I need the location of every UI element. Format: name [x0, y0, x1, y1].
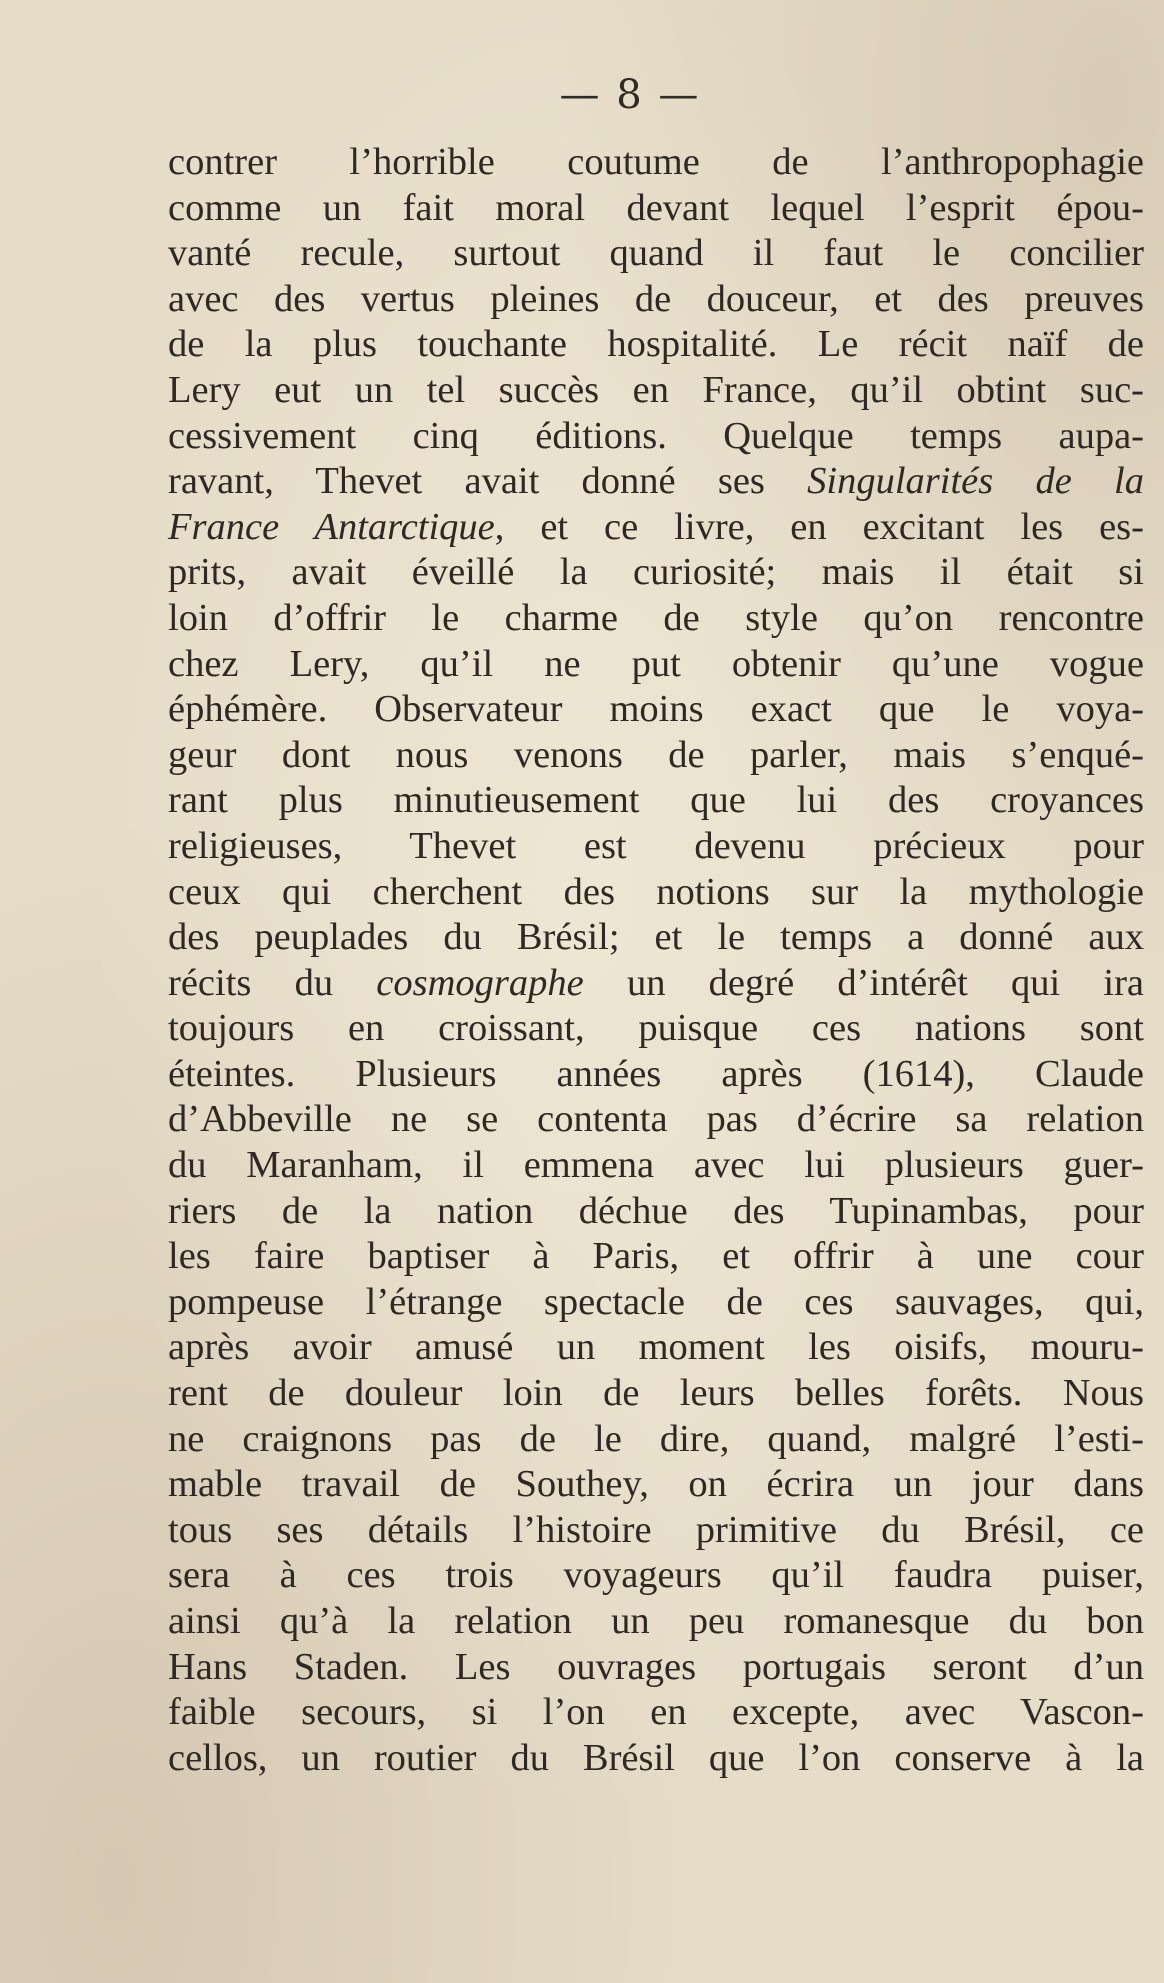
text-line [168, 1143, 1144, 1189]
text-segment: du Maranham, il emmena avec lui plusieurs guer- [168, 1144, 1144, 1187]
text-segment: , et ce livre, en excitant les es- [494, 505, 1144, 548]
text-segment: pompeuse l’étrange spectacle de ces sauvages, qui, [168, 1280, 1144, 1323]
text-line [168, 1325, 1144, 1371]
text-line [168, 824, 1144, 870]
text-segment: toujours en croissant, puisque ces nations sont [168, 1007, 1144, 1050]
italic-title: cosmographe [376, 961, 584, 1004]
text-line [168, 1462, 1144, 1508]
text-segment: contrer l’horrible coutume de l’anthropophagie [168, 141, 1144, 183]
text-line [168, 1417, 1144, 1463]
text-segment: religieuses, Thevet est devenu précieux pour [168, 824, 1144, 867]
text-segment: faible secours, si l’on en excepte, avec Vascon- [168, 1691, 1144, 1734]
text-line [168, 1189, 1144, 1235]
text-segment: vanté recule, surtout quand il faut le concilier [168, 232, 1144, 275]
text-line [168, 1234, 1144, 1280]
text-line [168, 459, 1144, 505]
text-segment: sera à ces trois voyageurs qu’il faudra puiser, [168, 1554, 1144, 1597]
text-line [168, 277, 1144, 323]
text-line [168, 186, 1144, 232]
text-segment: un degré d’intérêt qui ira [583, 961, 1144, 1004]
text-segment: chez Lery, qu’il ne put obtenir qu’une vogue [168, 642, 1144, 685]
body-text [168, 140, 1144, 1781]
text-line [168, 231, 1144, 277]
italic-title: France Antarctique [168, 505, 495, 548]
text-line [168, 1371, 1144, 1417]
text-line [168, 322, 1144, 368]
text-segment: des peuplades du Brésil; et le temps a donné aux [168, 916, 1144, 959]
text-line [168, 1006, 1144, 1052]
text-line [168, 778, 1144, 824]
text-segment: ainsi qu’à la relation un peu romanesque du bon [168, 1600, 1144, 1642]
text-segment: les faire baptiser à Paris, et offrir à une cour [168, 1235, 1144, 1278]
text-line [168, 733, 1144, 779]
text-segment: d’Abbeville ne se contenta pas d’écrire sa relation [168, 1098, 1144, 1141]
text-segment: récits du [168, 961, 377, 1004]
text-line [168, 687, 1144, 733]
text-segment: ravant, Thevet avait donné ses [168, 460, 808, 503]
text-segment: riers de la nation déchue des Tupinambas, pour [168, 1189, 1144, 1232]
text-segment: Hans Staden. Les ouvrages portugais seront d’un [168, 1645, 1144, 1688]
text-line [168, 961, 1144, 1007]
text-line [168, 414, 1144, 460]
text-segment: avec des vertus pleines de douceur, et des preuves [168, 277, 1144, 320]
text-line [168, 550, 1144, 596]
text-segment: loin d’offrir le charme de style qu’on rencontre [168, 596, 1144, 639]
text-segment: éphémère. Observateur moins exact que le voya- [168, 688, 1144, 731]
text-segment: cessivement cinq éditions. Quelque temps aupa- [168, 414, 1144, 457]
italic-title: Singularités de la [807, 460, 1144, 503]
text-segment: prits, avait éveillé la curiosité; mais il était si [168, 551, 1144, 594]
text-segment: cellos, un routier du Brésil que l’on conserve à la [168, 1736, 1144, 1779]
text-line [168, 1736, 1144, 1782]
text-line [168, 1553, 1144, 1599]
text-segment: rent de douleur loin de leurs belles forêts. Nous [168, 1372, 1144, 1415]
text-line [168, 1097, 1144, 1143]
text-line [168, 642, 1144, 688]
text-segment: ceux qui cherchent des notions sur la mythologie [168, 870, 1144, 913]
text-line [168, 1599, 1144, 1645]
text-line [168, 915, 1144, 961]
text-line [168, 368, 1144, 414]
text-segment: comme un fait moral devant lequel l’esprit épou- [168, 186, 1144, 229]
text-line [168, 1645, 1144, 1691]
text-line [168, 1280, 1144, 1326]
text-segment: geur dont nous venons de parler, mais s’enqué- [168, 733, 1144, 776]
text-segment: mable travail de Southey, on écrira un jour dans [168, 1463, 1144, 1506]
text-segment: éteintes. Plusieurs années après (1614), Claude [168, 1052, 1144, 1095]
text-line [168, 1508, 1144, 1554]
text-segment: de la plus touchante hospitalité. Le récit naïf de [168, 323, 1144, 366]
text-line [168, 505, 1144, 551]
text-segment: tous ses détails l’histoire primitive du Brésil, ce [168, 1508, 1144, 1551]
page-number: — 8 — [559, 72, 701, 118]
text-segment: Lery eut un tel succès en France, qu’il obtint suc- [168, 368, 1144, 411]
text-line [168, 140, 1144, 186]
text-segment: après avoir amusé un moment les oisifs, mouru- [168, 1326, 1144, 1369]
text-segment: ne craignons pas de le dire, quand, malgré l’esti- [168, 1417, 1144, 1460]
text-line [168, 870, 1144, 916]
text-line [168, 1690, 1144, 1736]
text-line [168, 1052, 1144, 1098]
text-segment: rant plus minutieusement que lui des croyances [168, 779, 1144, 822]
text-line [168, 596, 1144, 642]
